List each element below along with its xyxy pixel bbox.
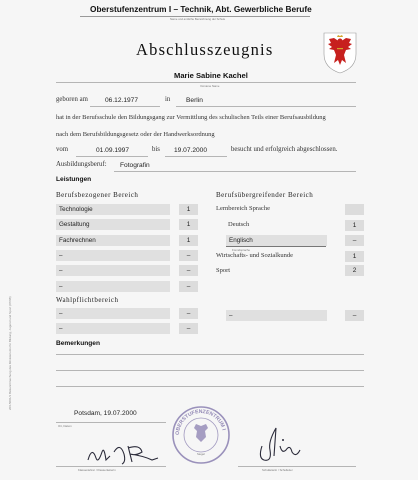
remarks-line (56, 354, 364, 355)
grade-box: – (179, 265, 198, 276)
certificate-title: Abschlusszeugnis (136, 40, 274, 59)
subject-field: Englisch (226, 235, 327, 246)
grade-box: – (345, 235, 364, 246)
subject-field: – (56, 250, 170, 261)
grade-box: 1 (179, 235, 198, 246)
period-to-rule (165, 156, 227, 157)
school-name: Oberstufenzentrum I – Technik, Abt. Gewerbliche Berufe (90, 4, 312, 14)
grade-box: – (179, 308, 198, 319)
teacher-signature-rule (56, 466, 166, 467)
name-caption: Vorname Name (200, 84, 220, 88)
grades-label: Leistungen (56, 176, 92, 183)
grade-box: – (179, 323, 198, 334)
birth-place: Berlin (186, 97, 203, 104)
right-subject: Deutsch (228, 221, 250, 228)
program-sentence-1: hat in der Berufsschule den Bildungsgang zur Vermittlung des schulischen Teils einer Berufsausbildung (56, 114, 326, 121)
school-seal-icon (170, 404, 232, 466)
subject-field: Gestaltung (56, 219, 170, 230)
student-name: Marie Sabine Kachel (174, 71, 248, 80)
teacher-signature-icon (84, 438, 164, 468)
birth-in-label: in (165, 96, 171, 103)
language-caption: Fremdsprache (232, 248, 251, 252)
occupation-label: Ausbildungsberuf: (56, 161, 107, 168)
remarks-line (56, 370, 364, 371)
seal-caption: Siegel (197, 452, 205, 456)
left-heading: Berufsbezogener Bereich (56, 191, 139, 199)
right-signature-caption: Schulleiterin / Schulleiter (262, 468, 293, 472)
period-suffix: besucht und erfolgreich abgeschlossen. (231, 146, 338, 153)
elective-heading: Wahlpflichtbereich (56, 296, 119, 304)
birth-date: 06.12.1977 (105, 97, 139, 104)
grade-box: 2 (345, 265, 364, 276)
left-signature-caption: Klassenlehrer / Klassenleiterin (78, 468, 116, 472)
period-from-label: vom (56, 146, 69, 153)
subject-field: – (226, 310, 327, 321)
subject-field: – (56, 323, 170, 334)
birth-prefix: geboren am (56, 96, 88, 103)
principal-signature-icon (252, 420, 312, 466)
period-from: 01.09.1997 (96, 147, 130, 154)
subject-field: Technologie (56, 204, 170, 215)
language-rule (226, 246, 326, 247)
name-rule (56, 82, 356, 83)
subject-field: Fachrechnen (56, 235, 170, 246)
grade-box: 1 (179, 219, 198, 230)
occupation-value: Fotografin (120, 162, 150, 169)
right-subject: Wirtschafts- und Sozialkunde (216, 252, 293, 259)
grade-box: – (179, 281, 198, 292)
form-code: 206-5001/1 Bekanntmachung des Ministeriums für Bildung, Jugend und Sport (07/98) (8, 296, 12, 410)
program-sentence-2: nach dem Berufsbildungsgesetz oder der Handwerksordnung (56, 131, 215, 138)
subject-field: – (56, 265, 170, 276)
period-from-rule (76, 156, 148, 157)
remarks-line (56, 386, 364, 387)
seal-text: OBERSTUFENZENTRUM I (174, 408, 227, 436)
grade-box: 1 (179, 204, 198, 215)
grade-box: – (179, 250, 198, 261)
place-date-caption: Ort, Datum (58, 424, 72, 428)
right-heading: Berufsübergreifender Bereich (216, 191, 314, 199)
occupation-rule (114, 171, 356, 172)
period-to: 19.07.2000 (174, 147, 208, 154)
grade-box: – (345, 310, 364, 321)
birth-date-rule (90, 106, 160, 107)
right-subject: Sport (216, 267, 231, 274)
period-to-label: bis (152, 146, 160, 153)
subject-field: – (56, 281, 170, 292)
grade-box: 1 (345, 251, 364, 262)
grade-box: 1 (345, 220, 364, 231)
grade-box (345, 204, 364, 215)
birth-place-rule (176, 106, 356, 107)
principal-signature-rule (238, 466, 356, 467)
right-subject: Lernbereich Sprache (216, 205, 270, 212)
subject-field: – (56, 308, 170, 319)
place-date: Potsdam, 19.07.2000 (74, 410, 137, 417)
school-caption: Name und amtliche Bezeichnung der Schule (170, 17, 226, 21)
place-date-rule (56, 422, 166, 423)
remarks-label: Bemerkungen (56, 340, 100, 347)
brandenburg-eagle-icon (320, 30, 360, 74)
